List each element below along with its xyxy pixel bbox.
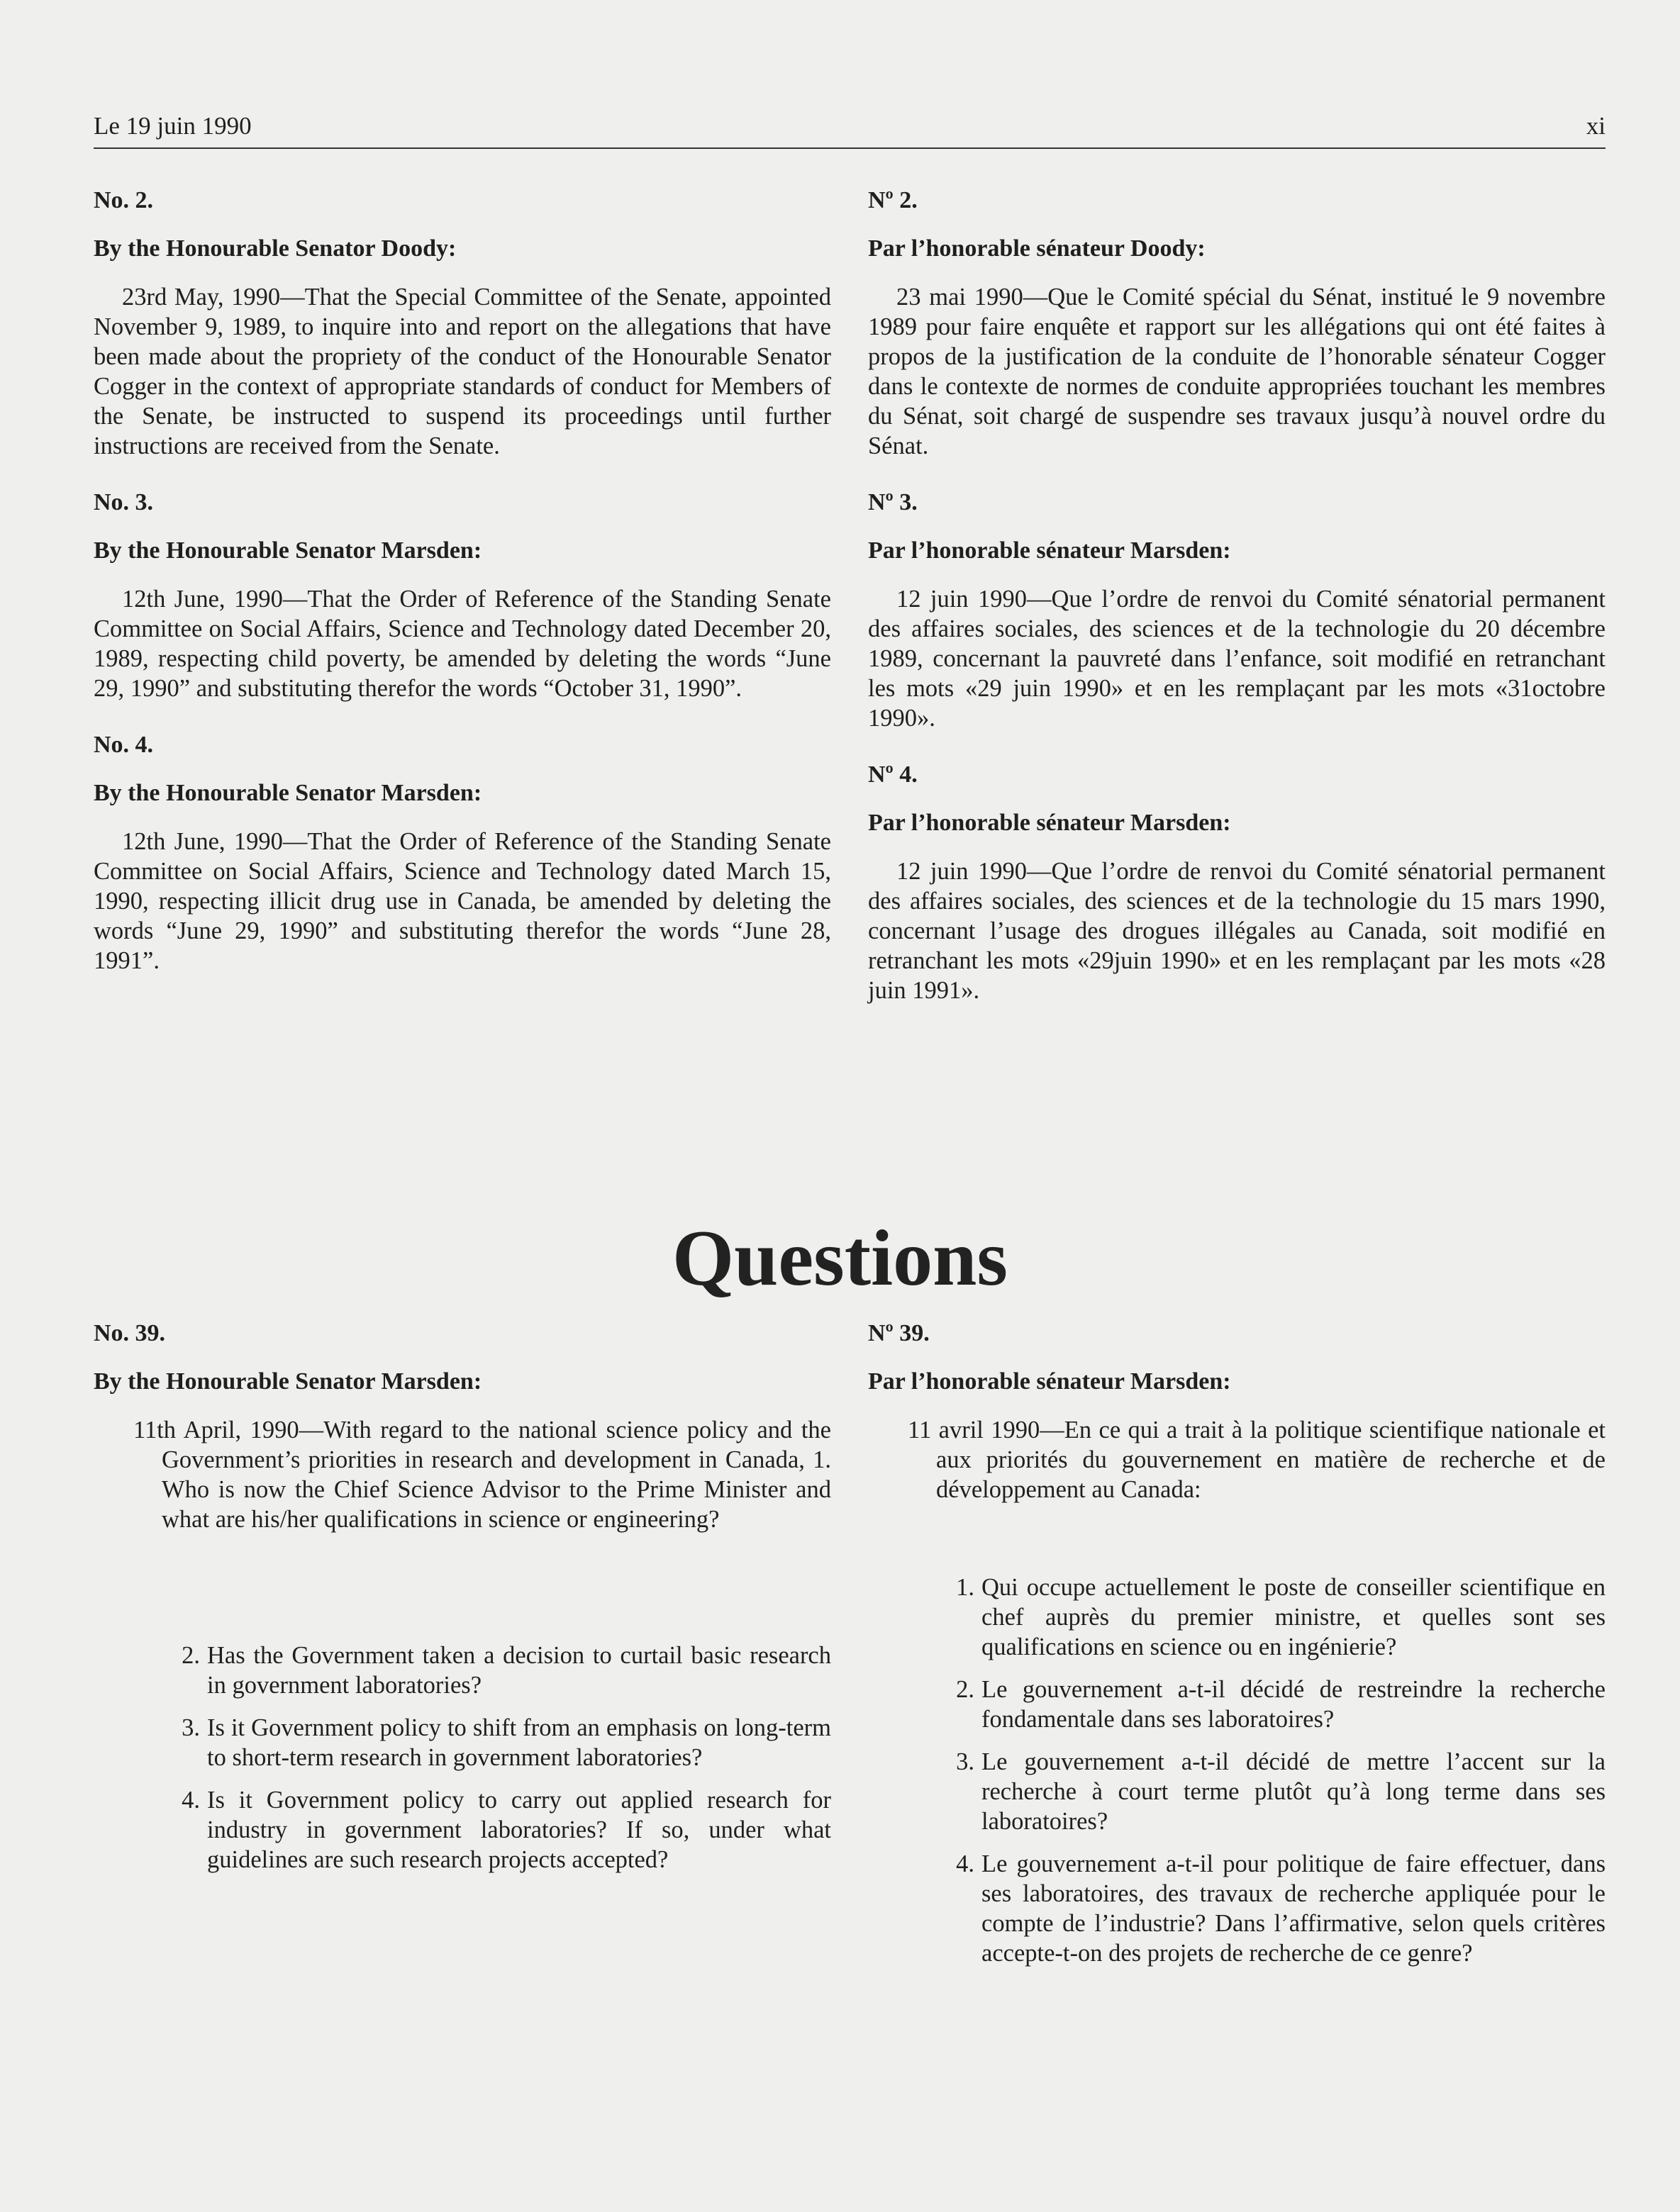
- page-number: xi: [1586, 112, 1606, 140]
- question-item-number: 3.: [182, 1714, 200, 1741]
- notice-author: By the Honourable Senator Marsden:: [94, 780, 482, 806]
- page-header: [94, 112, 1606, 149]
- question-item: [868, 1747, 1606, 1836]
- question-author: By the Honourable Senator Marsden:: [94, 1368, 482, 1395]
- question-item-number: 2.: [956, 1676, 974, 1703]
- question-item-text: Le gouvernement a-t-il pour politique de faire effectuer, dans ses laboratoires, des travaux de recherche appliquée pour le compte de l’industrie? Dans l’affirmative, selon quels critères accepte-t-on des projets de recherche de ce genre?: [981, 1850, 1606, 1967]
- question-list: [868, 1573, 1606, 1968]
- notice-number: No. 2.: [94, 187, 154, 213]
- notice-number: Nº 2.: [868, 187, 918, 213]
- notice-author: By the Honourable Senator Doody:: [94, 235, 457, 262]
- questions-heading: Questions: [672, 1214, 1008, 1302]
- question-number: Nº 39.: [868, 1320, 930, 1346]
- question-item-text: Is it Government policy to shift from an emphasis on long-term to short-term research in government laboratories?: [207, 1714, 831, 1771]
- question-item: [94, 1713, 831, 1772]
- question-item-number: 2.: [182, 1642, 200, 1669]
- notice-text: 12 juin 1990—Que l’ordre de renvoi du Comité sénatorial permanent des affaires sociales, des sciences et de la technologie du 20 décembre 1989, concernant la pauvreté dans l’enfance, soit modifié en retranchant les mots «29 juin 1990» et en les remplaçant par les mots «31octobre 1990».: [868, 586, 1606, 732]
- notice-number: Nº 3.: [868, 489, 918, 515]
- notice-text: 12th June, 1990—That the Order of Reference of the Standing Senate Committee on Social Affairs, Science and Technology dated December 20, 1989, respecting child poverty, be amended by deleting the words “June 29, 1990” and substituting therefor the words “October 31, 1990”.: [94, 586, 831, 702]
- question-item-number: 4.: [956, 1850, 974, 1877]
- question-item-text: Le gouvernement a-t-il décidé de mettre l’accent sur la recherche à court terme plutôt qu’à long terme dans ses laboratoires?: [981, 1748, 1606, 1835]
- question-item-text: Qui occupe actuellement le poste de conseiller scientifique en chef auprès du premier ministre, et quelles sont ses qualifications en science ou en ingénierie?: [981, 1574, 1606, 1660]
- question-author: Par l’honorable sénateur Marsden:: [868, 1368, 1231, 1395]
- notice-text: 23 mai 1990—Que le Comité spécial du Sénat, institué le 9 novembre 1989 pour faire enquête et rapport sur les allégations qui ont été faites à propos de la justification de la conduite de l’honorable sénateur Cogger dans le contexte de normes de conduite appropriées touchant les membres du Sénat, soit chargé de suspendre ses travaux jusqu’à nouvel ordre du Sénat.: [868, 284, 1606, 459]
- notice-number: No. 3.: [94, 489, 154, 515]
- question-item: [868, 1573, 1606, 1662]
- question-intro: 11 avril 1990—En ce qui a trait à la politique scientifique nationale et aux priorités du gouvernement en matière de recherche et de développement au Canada:: [908, 1417, 1606, 1503]
- question-item-text: Is it Government policy to carry out applied research for industry in government laboratories? If so, under what guidelines are such research projects accepted?: [207, 1787, 831, 1873]
- notices-english-column: [94, 186, 831, 976]
- notice-author: By the Honourable Senator Marsden:: [94, 537, 482, 564]
- question-number: No. 39.: [94, 1320, 166, 1346]
- notice-number: Nº 4.: [868, 761, 918, 788]
- questions-french-column: [868, 1319, 1606, 1981]
- question-list: [94, 1641, 831, 1875]
- notices-french-column: [868, 186, 1606, 1005]
- notice-author: Par l’honorable sénateur Marsden:: [868, 537, 1231, 564]
- notice-text: 12 juin 1990—Que l’ordre de renvoi du Comité sénatorial permanent des affaires sociales, des sciences et de la technologie du 15 mars 1990, concernant l’usage des drogues illégales au Canada, soit modifié en retranchant les mots «29juin 1990» et en les remplaçant par les mots «28 juin 1991».: [868, 858, 1606, 1004]
- notice-author: Par l’honorable sénateur Doody:: [868, 235, 1206, 262]
- notice-author: Par l’honorable sénateur Marsden:: [868, 810, 1231, 836]
- question-item: [868, 1675, 1606, 1734]
- question-item: [94, 1785, 831, 1875]
- question-item: [868, 1849, 1606, 1968]
- notice-text: 23rd May, 1990—That the Special Committee of the Senate, appointed November 9, 1989, to inquire into and report on the allegations that have been made about the propriety of the conduct of the Honourable Senator Cogger in the context of appropriate standards of conduct for Members of the Senate, be instructed to suspend its proceedings until further instructions are received from the Senate.: [94, 284, 831, 459]
- question-intro: 11th April, 1990—With regard to the national science policy and the Government’s priorities in research and development in Canada, 1. Who is now the Chief Science Advisor to the Prime Minister and what are his/her qualifications in science or engineering?: [133, 1417, 831, 1533]
- question-item-text: Has the Government taken a decision to curtail basic research in government laboratories?: [207, 1642, 831, 1699]
- notice-number: No. 4.: [94, 732, 154, 758]
- question-item-number: 4.: [182, 1787, 200, 1814]
- question-item: [94, 1641, 831, 1700]
- notice-text: 12th June, 1990—That the Order of Reference of the Standing Senate Committee on Social Affairs, Science and Technology dated March 15, 1990, respecting illicit drug use in Canada, be amended by deleting the words “June 29, 1990” and substituting therefor the words “June 28, 1991”.: [94, 828, 831, 974]
- question-item-text: Le gouvernement a-t-il décidé de restreindre la recherche fondamentale dans ses laboratoires?: [981, 1676, 1606, 1733]
- question-item-number: 3.: [956, 1748, 974, 1775]
- question-item-number: 1.: [956, 1574, 974, 1601]
- header-date: Le 19 juin 1990: [94, 112, 252, 140]
- questions-english-column: [94, 1319, 831, 1887]
